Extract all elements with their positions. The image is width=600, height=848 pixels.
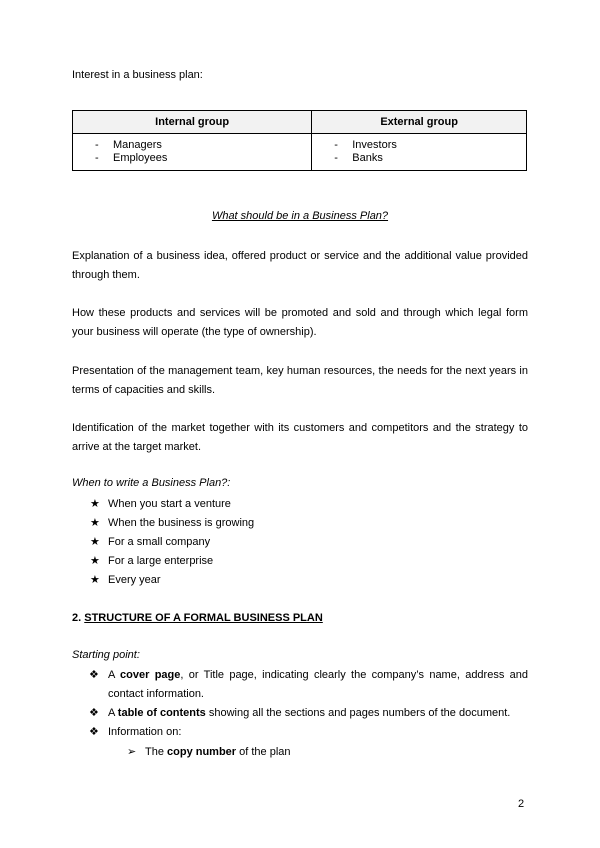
list-item: ❖ Information on:	[89, 723, 528, 742]
section-2-heading: 2. STRUCTURE OF A FORMAL BUSINESS PLAN	[72, 612, 323, 624]
interest-groups-table	[72, 110, 527, 171]
list-item: ★ For a large enterprise	[90, 552, 254, 571]
arrow-bullet-icon: ➢	[127, 746, 137, 758]
what-heading: What should be in a Business Plan?	[211, 210, 389, 222]
list-item: ★ When the business is growing	[90, 514, 254, 533]
external-group-cell	[312, 134, 527, 171]
external-group-header: External group	[312, 111, 527, 134]
list-item: - Investors	[334, 139, 397, 151]
starting-point-list	[89, 666, 528, 742]
diamond-bullet-icon: ❖	[89, 669, 99, 681]
star-icon: ★	[90, 574, 100, 586]
internal-group-cell	[73, 134, 312, 171]
star-icon: ★	[90, 555, 100, 567]
list-item: - Employees	[95, 152, 168, 164]
paragraph-management: Presentation of the management team, key human resources, the needs for the next years in terms of capacities and skills.	[72, 365, 528, 396]
diamond-bullet-icon: ❖	[89, 707, 99, 719]
when-list	[90, 495, 254, 590]
list-item: ★ For a small company	[90, 533, 254, 552]
star-icon: ★	[90, 498, 100, 510]
paragraph-idea: Explanation of a business idea, offered product or service and the additional value provided through them.	[72, 250, 528, 281]
table-header-row	[73, 111, 527, 134]
page-number: 2	[518, 798, 525, 810]
info-list-item: ➢ The copy number of the plan	[127, 743, 291, 762]
list-item: ★ Every year	[90, 571, 254, 590]
list-item: - Managers	[95, 139, 162, 151]
diamond-bullet-icon: ❖	[89, 726, 99, 738]
star-icon: ★	[90, 517, 100, 529]
list-item: ❖ A cover page, or Title page, indicating clearly the company’s name, address and contact information.	[89, 666, 528, 704]
list-item: - Banks	[334, 152, 383, 164]
intro-text: Interest in a business plan:	[72, 69, 203, 81]
star-icon: ★	[90, 536, 100, 548]
when-label: When to write a Business Plan?:	[72, 477, 231, 489]
starting-point-label: Starting point:	[72, 649, 140, 661]
list-item: ❖ A table of contents showing all the sections and pages numbers of the document.	[89, 704, 528, 723]
list-item: ★ When you start a venture	[90, 495, 254, 514]
paragraph-promotion: How these products and services will be promoted and sold and through which legal form your business will operate (the type of ownership).	[72, 307, 528, 338]
internal-group-header: Internal group	[73, 111, 312, 134]
table-row	[73, 134, 527, 171]
paragraph-market: Identification of the market together with its customers and competitors and the strategy to arrive at the target market.	[72, 422, 528, 453]
